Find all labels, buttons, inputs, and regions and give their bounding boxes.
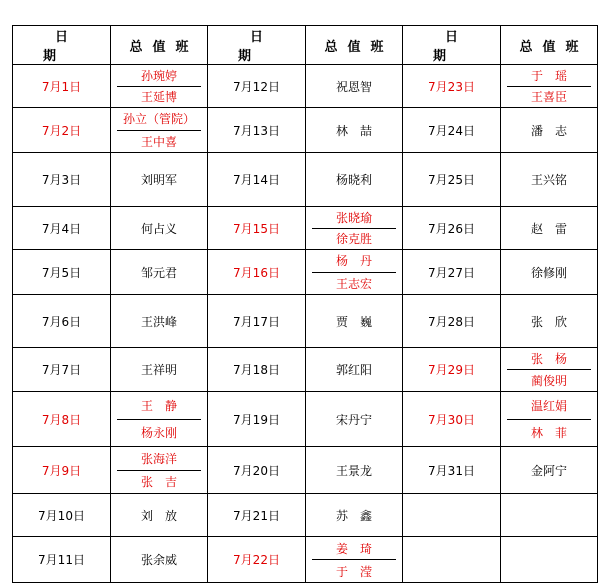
duty-name: 姜 琦: [312, 537, 396, 560]
date-cell: 7月4日: [13, 207, 111, 250]
duty-name: 王祥明: [111, 348, 208, 392]
date-header: 日期: [208, 26, 306, 65]
table-row: [13, 295, 598, 348]
duty-cell: [111, 108, 208, 153]
table-row: [13, 392, 598, 447]
duty-name: 王 静: [117, 392, 201, 420]
date-cell: 7月12日: [208, 65, 306, 108]
duty-header: 总值班: [501, 26, 598, 65]
table-row: [13, 153, 598, 207]
duty-name: [501, 494, 598, 537]
duty-cell: [501, 348, 598, 392]
duty-name: 潘 志: [501, 108, 598, 153]
duty-cell: [111, 65, 208, 108]
duty-name: 杨晓利: [306, 153, 403, 207]
date-cell: 7月8日: [13, 392, 111, 447]
table-row: [13, 494, 598, 537]
duty-cell: [111, 392, 208, 447]
duty-name: 何占义: [111, 207, 208, 250]
duty-name: 金阿宁: [501, 447, 598, 494]
duty-name: 孙立（管院）: [117, 108, 201, 131]
date-cell: 7月15日: [208, 207, 306, 250]
duty-name: 王中喜: [140, 134, 177, 149]
date-cell: 7月23日: [403, 65, 501, 108]
duty-name: 王兴铭: [501, 153, 598, 207]
date-cell: 7月27日: [403, 250, 501, 295]
duty-name: 邹元君: [111, 250, 208, 295]
table-row: [13, 537, 598, 583]
date-cell: 7月13日: [208, 108, 306, 153]
table-row: [13, 250, 598, 295]
date-cell: 7月11日: [13, 537, 111, 583]
duty-cell: [306, 250, 403, 295]
date-cell: 7月26日: [403, 207, 501, 250]
table-row: [13, 65, 598, 108]
date-cell: 7月3日: [13, 153, 111, 207]
date-cell: 7月6日: [13, 295, 111, 348]
duty-header: 总值班: [111, 26, 208, 65]
duty-name: 张 欣: [501, 295, 598, 348]
date-cell: 7月17日: [208, 295, 306, 348]
duty-name: 于 瑶: [507, 65, 591, 87]
duty-name: 王洪峰: [111, 295, 208, 348]
duty-name: 刘 放: [111, 494, 208, 537]
duty-name: 张晓瑜: [312, 207, 396, 229]
duty-name: 苏 鑫: [306, 494, 403, 537]
duty-name: 林 喆: [306, 108, 403, 153]
duty-name: 刘明军: [111, 153, 208, 207]
date-cell: 7月16日: [208, 250, 306, 295]
duty-name: 徐修刚: [501, 250, 598, 295]
duty-name: 张海洋: [117, 447, 201, 471]
date-header: 日期: [13, 26, 111, 65]
duty-cell: [306, 537, 403, 583]
duty-name: 杨 丹: [312, 250, 396, 273]
duty-name: 王喜臣: [530, 90, 567, 105]
date-cell: 7月25日: [403, 153, 501, 207]
date-cell: 7月21日: [208, 494, 306, 537]
table-row: [13, 207, 598, 250]
duty-name: 赵 雷: [501, 207, 598, 250]
duty-header: 总值班: [306, 26, 403, 65]
date-cell: 7月28日: [403, 295, 501, 348]
date-cell: 7月1日: [13, 65, 111, 108]
duty-name: 张 吉: [140, 475, 177, 490]
duty-name: 孙琬婷: [117, 65, 201, 87]
date-cell: 7月31日: [403, 447, 501, 494]
duty-name: 杨永刚: [140, 426, 177, 441]
duty-name: 张余威: [111, 537, 208, 583]
duty-name: 贾 巍: [306, 295, 403, 348]
duty-name: [501, 537, 598, 583]
duty-name: 温红娟: [507, 392, 591, 420]
table-row: [13, 447, 598, 494]
date-cell: [403, 537, 501, 583]
duty-name: 张 杨: [507, 348, 591, 370]
date-cell: 7月2日: [13, 108, 111, 153]
duty-name: 郭红阳: [306, 348, 403, 392]
date-cell: 7月7日: [13, 348, 111, 392]
roster-body: [13, 65, 598, 583]
date-cell: 7月10日: [13, 494, 111, 537]
date-cell: 7月22日: [208, 537, 306, 583]
date-cell: 7月18日: [208, 348, 306, 392]
duty-cell: [306, 207, 403, 250]
duty-name: 王延博: [140, 90, 177, 105]
duty-name: 林 菲: [530, 426, 567, 441]
duty-cell: [111, 447, 208, 494]
date-cell: 7月19日: [208, 392, 306, 447]
date-cell: 7月24日: [403, 108, 501, 153]
duty-name: 王景龙: [306, 447, 403, 494]
duty-name: 蔺俊明: [530, 374, 567, 388]
duty-roster-table: [12, 25, 598, 583]
duty-cell: [501, 392, 598, 447]
duty-name: 于 滢: [335, 564, 372, 579]
duty-name: 宋丹宁: [306, 392, 403, 447]
date-cell: 7月9日: [13, 447, 111, 494]
header-row: [13, 26, 598, 65]
date-cell: 7月5日: [13, 250, 111, 295]
table-row: [13, 108, 598, 153]
date-cell: 7月30日: [403, 392, 501, 447]
date-cell: 7月29日: [403, 348, 501, 392]
date-cell: 7月14日: [208, 153, 306, 207]
table-row: [13, 348, 598, 392]
duty-name: 徐克胜: [335, 232, 372, 247]
duty-cell: [501, 65, 598, 108]
duty-name: 祝恩智: [306, 65, 403, 108]
date-cell: 7月20日: [208, 447, 306, 494]
date-cell: [403, 494, 501, 537]
duty-name: 王志宏: [335, 276, 372, 291]
date-header: 日期: [403, 26, 501, 65]
